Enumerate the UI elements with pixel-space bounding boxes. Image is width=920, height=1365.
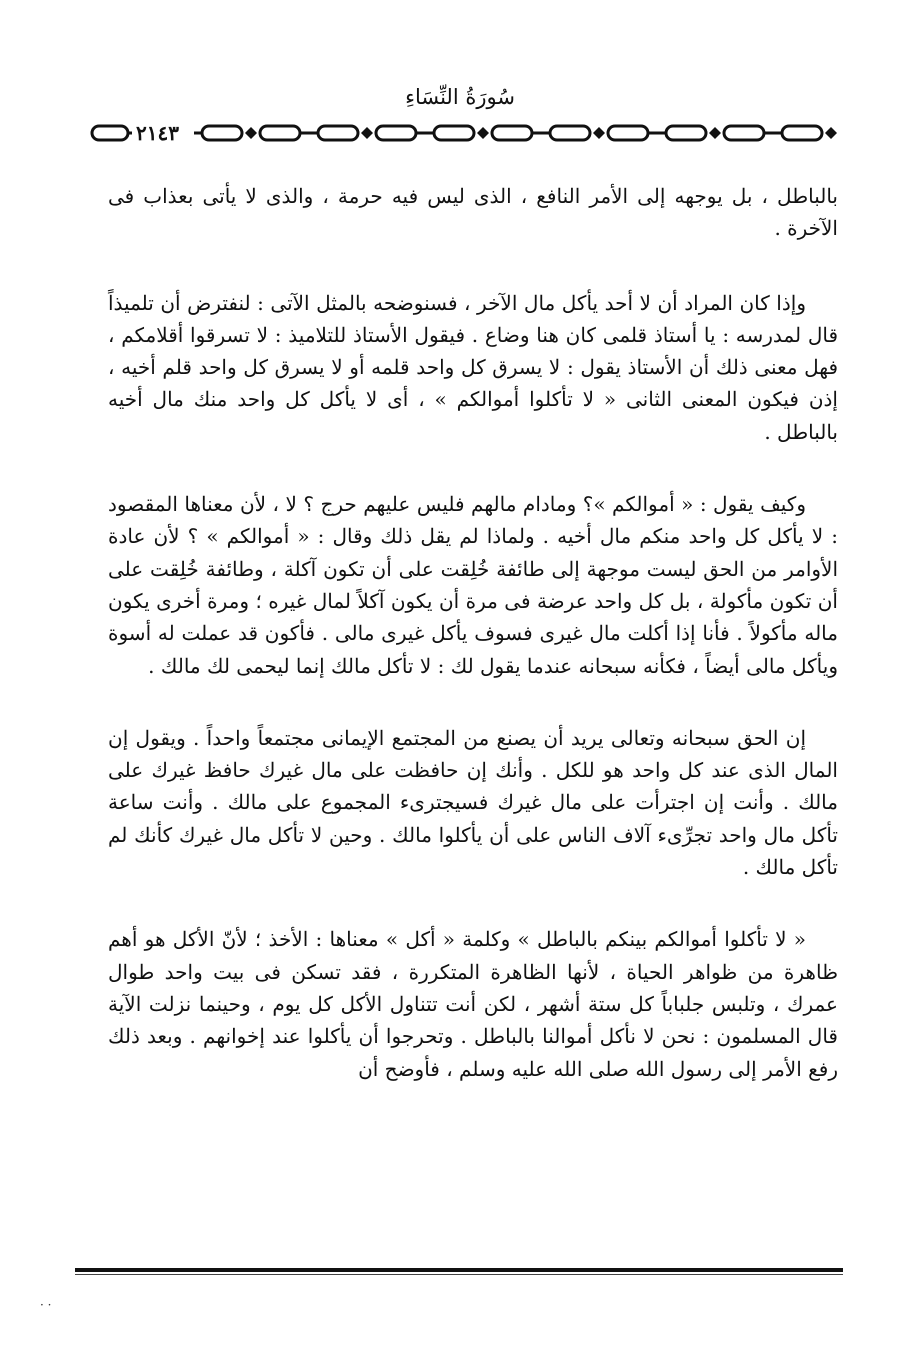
paragraph-3: وكيف يقول : « أموالكم »؟ ومادام مالهم فليس عليهم حرج ؟ لا ، لأن معناها المقصود : لا يأكل كل واحد منكم مال أخيه . ولماذا لم يقل ذلك وقال : « أموالكم » ؟ لأن عادة الأوامر من الحق ليست موجهة إلى طائفة خُلِقت على أن تكون آكلة ، وطائفة خُلِقت على أن تكون مأكولة ، بل كل واحد عرضة فى مرة أن يكون آكلاً لمال غيره ؛ ومرة أخرى يكون ماله مأكولاً . فأنا إذا أكلت مال غيرى فسوف يأكل غيرى مالى . فأكون قد عملت له أسوة ويأكل مالى أيضاً ، فكأنه سبحانه عندما يقول لك : لا تأكل مالك إنما ليحمى لك مالك . (108, 492, 838, 678)
paragraph-2: وإذا كان المراد أن لا أحد يأكل مال الآخر ، فسنوضحه بالمثل الآتى : لنفترض أن تلميذاً قال لمدرسه : يا أستاذ قلمى كان هنا وضاع . فيقول الأستاذ للتلاميذ : لا تسرقوا أقلامكم ، فهل معنى ذلك أن الأستاذ يقول : لا يسرق كل واحد قلمه أو لا يسرق كل واحد قلم أخيه ، إذن فيكون المعنى الثانى « لا تأكلوا أموالكم » ، أى لا يأكل كل واحد منك مال أخيه بالباطل . (108, 290, 838, 444)
chain-ornament (90, 118, 840, 148)
paragraph-4: إن الحق سبحانه وتعالى يريد أن يصنع من المجتمع الإيمانى مجتمعاً واحداً . ويقول إن المال الذى عند كل واحد هو للكل . وأنك إن حافظت على مال غيرك حافظ غيرك على مالك . وأنت إن اجترأت على مال غيرك فسيجترىء المجموع على مالك . وأنت ساعة تأكل مال واحد تجرِّىء آلاف الناس على أن يأكلوا مالك . وحين لا تأكل مال غيرك كأنك لم تأكل مالك . (108, 725, 838, 880)
scan-specks: · · (40, 1298, 52, 1312)
paragraph-5: « لا تأكلوا أموالكم بينكم بالباطل » وكلمة « أكل » معناها : الأخذ ؛ لأنّ الأكل هو أهم ظاهرة من ظواهر الحياة ، لأنها الظاهرة المتكررة ، فقد تسكن فى بيت واحد طوال عمرك ، وتلبس جلباباً كل ستة أشهر ، لكن أنت تتناول الأكل كل يوم ، وحينما نزلت الآية قال المسلمون : نحن لا نأكل أموالنا بالباطل . وتحرجوا أن يأكلوا عند إخوانهم . وبعد ذلك رفع الأمر إلى رسول الله صلى الله عليه وسلم ، فأوضح أن (108, 927, 838, 1081)
paragraph-1: بالباطل ، بل يوجهه إلى الأمر النافع ، الذى ليس فيه حرمة ، والذى لا يأتى بعذاب فى الآخرة . (108, 184, 838, 241)
page-number: ٢١٤٣ (132, 118, 183, 148)
footer-rule-thin (75, 1274, 843, 1275)
ornamental-border (90, 118, 840, 148)
footer-rule (75, 1268, 843, 1272)
main-text (108, 180, 838, 1125)
surah-title: سُورَةُ النِّسَاءِ (405, 85, 515, 109)
